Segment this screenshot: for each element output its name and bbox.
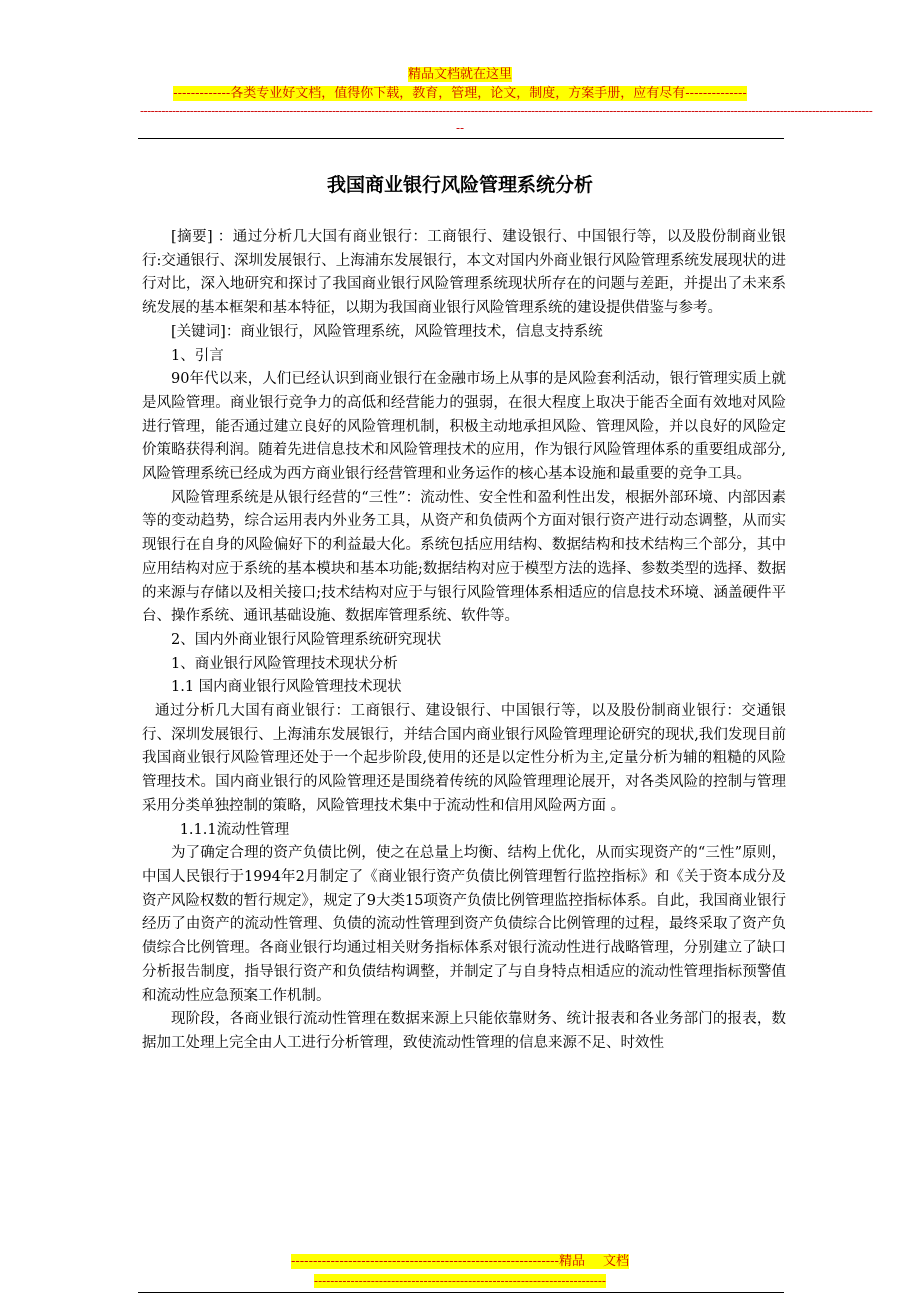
abstract-paragraph: [摘要] ：通过分析几大国有商业银行：工商银行、建设银行、中国银行等，以及股份制商业银行:交通银行、深圳发展银行、上海浦东发展银行，本文对国内外商业银行风险管理系统发展现状的进行对比，深入地研究和探讨了我国商业银行风险管理系统现状所存在的问题与差距，并提出了未来系统发展的基本框架和基本特征，以期为我国商业银行风险管理系统的建设提供借鉴与参考。 <box>142 229 786 317</box>
body-paragraph: 90年代以来，人们已经认识到商业银行在金融市场上从事的是风险套利活动，银行管理实质上就是风险管理。商业银行竞争力的高低和经营能力的强弱，在很大程度上取决于能否全面有效地对风险进行管理，能否通过建立良好的风险管理机制，积极主动地承担风险、管理风险，并以良好的风险定价策略获得利润。随着先进信息技术和风险管理技术的应用，作为银行风险管理体系的重要组成部分,风险管理系统已经成为西方商业银行经营管理和业务运作的核心基本设施和最重要的竞争工具。 <box>142 371 786 483</box>
footer-label-line <box>0 1253 920 1270</box>
header-top-note-text: 精品文档就在这里 <box>407 67 512 82</box>
header-top-note <box>0 66 920 83</box>
footer-label-a: 精品 <box>558 1254 585 1269</box>
subsection-heading-liquidity: 1.1.1流动性管理 <box>179 821 290 838</box>
subsection-heading-technology: 1、商业银行风险管理技术现状分析 <box>171 655 398 672</box>
footer-dash-text: ------------------------------------------------------------------------ <box>314 1274 606 1288</box>
footer-dash-line <box>0 1274 920 1288</box>
body-paragraph: 风险管理系统是从银行经营的“三性”：流动性、安全性和盈利性出发，根据外部环境、内部因素等的变动趋势，综合运用表内外业务工具，从资产和负债两个方面对银行资产进行动态调整，从而实现银行在自身的风险偏好下的利益最大化。系统包括应用结构、数据结构和技术结构三个部分，其中应用结构对应于系统的基本模块和基本功能;数据结构对应于模型方法的选择、参数类型的选择、数据的来源与存储以及相关接口;技术结构对应于与银行风险管理体系相适应的信息技术环境、涵盖硬件平台、操作系统、通讯基础设施、数据库管理系统、软件等。 <box>142 489 786 625</box>
footer-rule <box>138 1292 784 1293</box>
keywords-paragraph: [关键词]：商业银行，风险管理系统，风险管理技术，信息支持系统 <box>171 323 603 340</box>
subsection-heading-domestic: 1.1 国内商业银行风险管理技术现状 <box>171 679 402 696</box>
body-paragraph: 现阶段，各商业银行流动性管理在数据来源上只能依靠财务、统计报表和各业务部门的报表，数据加工处理上完全由人工进行分析管理，致使流动性管理的信息来源不足、时效性 <box>142 1011 786 1051</box>
header-rule <box>138 138 784 139</box>
footer-dash-left: ------------------------------------------------------------- <box>291 1254 559 1269</box>
document-title: 我国商业银行风险管理系统分析 <box>326 174 593 196</box>
body-paragraph: 通过分析几大国有商业银行：工商银行、建设银行、中国银行等，以及股份制商业银行：交通银行、深圳发展银行、上海浦东发展银行，并结合国内商业银行风险管理理论研究的现状,我们发现目前我国商业银行风险管理还处于一个起步阶段,使用的还是以定性分析为主,定量分析为辅的粗糙的风险管理技术。国内商业银行的风险管理还是围绕着传统的风险管理理论展开，对各类风险的控制与管理采用分类单独控制的策略，风险管理技术集中于流动性和信用风险两方面 。 <box>142 703 786 814</box>
header-banner <box>0 85 920 102</box>
footer-label-highlight <box>291 1254 629 1269</box>
body-paragraph: 为了确定合理的资产负债比例，使之在总量上均衡、结构上优化，从而实现资产的“三性”原则，中国人民银行于1994年2月制定了《商业银行资产负债比例管理暂行监控指标》和《关于资本成分及资产风险权数的暂行规定》，规定了9大类15项资产负债比例管理监控指标体系。自此，我国商业银行经历了由资产的流动性管理、负债的流动性管理到资产负债综合比例管理的过程，最终采取了资产负债综合比例管理。各商业银行均通过相关财务指标体系对银行流动性进行战略管理，分别建立了缺口分析报告制度，指导银行资产和负债结构调整，并制定了与自身特点相适应的流动性管理指标预警值和流动性应急预案工作机制。 <box>142 845 786 1004</box>
header-banner-text: -------------各类专业好文档，值得你下载，教育，管理，论文，制度，方案手册，应有尽有-------------- <box>173 86 747 101</box>
section-heading-research-status: 2、国内外商业银行风险管理系统研究现状 <box>171 631 442 648</box>
header-dash-line: -------------------------------------------------------------------------------------------------------------------------------------------------------------------------------------------------------------- <box>140 104 873 118</box>
section-heading-introduction: 1、引言 <box>171 347 224 364</box>
footer-label-b: 文档 <box>602 1254 629 1269</box>
document-body <box>142 226 786 1056</box>
header-dash-tail: -- <box>455 121 465 135</box>
